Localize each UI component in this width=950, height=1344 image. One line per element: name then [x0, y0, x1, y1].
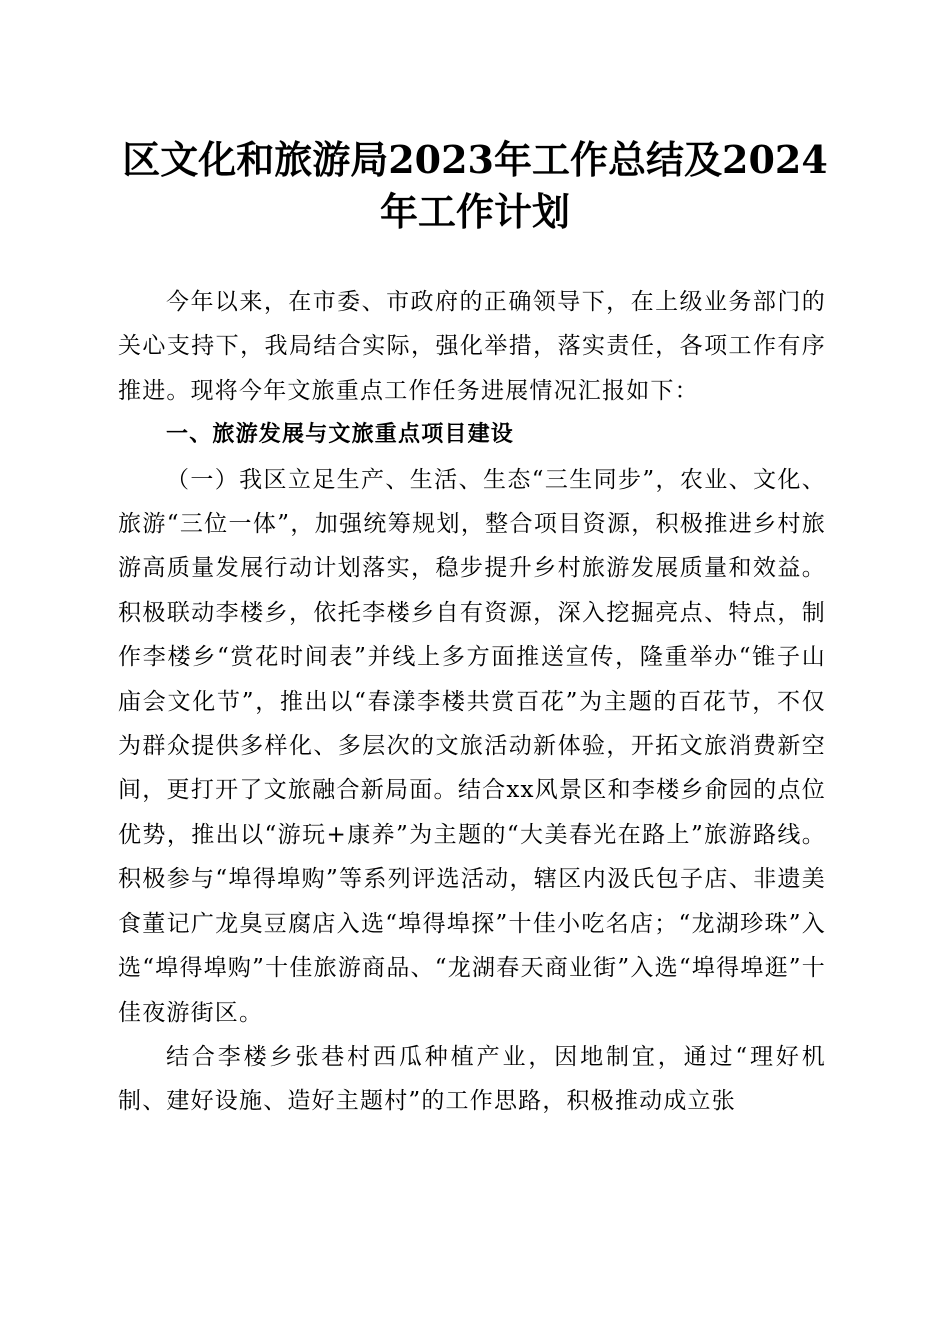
body-paragraph: 结合李楼乡张巷村西瓜种植产业，因地制宜，通过“理好机制、建好设施、造好主题村”的工作思路，积极推动成立张 — [118, 1043, 826, 1115]
document-title: 区文化和旅游局2023年工作总结及2024年工作计划 — [122, 137, 828, 234]
body-paragraph: （一）我区立足生产、生活、生态“三生同步”，农业、文化、旅游“三位一体”，加强统筹规划，整合项目资源，积极推进乡村旅游高质量发展行动计划落实，稳步提升乡村旅游发展质量和效益。积极联动李楼乡，依托李楼乡自有资源，深入挖掘亮点、特点，制作李楼乡“赏花时间表”并线上多方面推送宣传，隆重举办“锥子山庙会文化节”，推出以“春漾李楼共赏百花”为主题的百花节，不仅为群众提供多样化、多层次的文旅活动新体验，开拓文旅消费新空间，更打开了文旅融合新局面。结合xx风景区和李楼乡俞园的点位优势，推出以“游玩+康养”为主题的“大美春光在路上”旅游路线。积极参与“埠得埠购”等系列评选活动，辖区内汲氏包子店、非遗美食董记广龙臭豆腐店入选“埠得埠探”十佳小吃名店；“龙湖珍珠”入选“埠得埠购”十佳旅游商品、“龙湖春天商业街”入选“埠得埠逛”十佳夜游街区。 — [118, 466, 826, 1026]
intro-paragraph: 今年以来，在市委、市政府的正确领导下，在上级业务部门的关心支持下，我局结合实际，强化举措，落实责任，各项工作有序推进。现将今年文旅重点工作任务进展情况汇报如下： — [118, 289, 826, 404]
section-heading: 一、旅游发展与文旅重点项目建设 — [166, 422, 515, 448]
document-body — [118, 280, 826, 1124]
